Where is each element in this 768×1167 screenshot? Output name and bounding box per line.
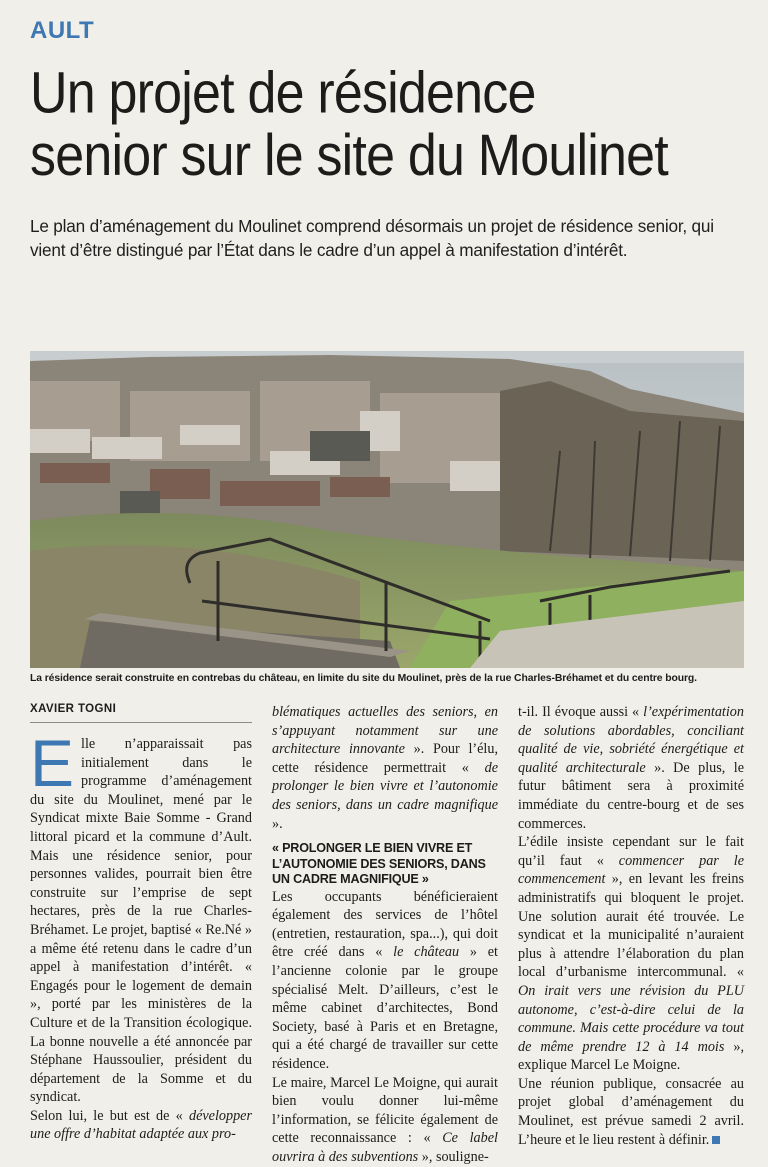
paragraph-text: ». <box>272 815 283 832</box>
paragraph <box>30 726 252 1107</box>
paragraph-text: ». De plus, le futur bâtiment sera à proximité immédiate du centre-bourg et de ses commerces. <box>518 759 745 832</box>
paragraph <box>30 1107 252 1144</box>
quote-text: le château <box>393 944 460 961</box>
article-column-3 <box>518 703 744 1149</box>
quote-text: commencer par le commencement <box>518 852 744 888</box>
end-mark-icon <box>712 1136 720 1144</box>
paragraph-text: lle n’apparaissait pas initialement dans le programme d’aménagement du site du Moulinet, mené par le Syndicat mixte Baie Somme - Grand littoral picard et la commune d’Ault. Mais une résidence senior, pour personnes valides, pourrait bien être construite sur l’emprise de sept hectares, près de la rue Charles-Bréhamet. Le projet, baptisé « Re.Né » a même été retenu dans le cadre d’un appel à manifestation d’intérêt. « Engagés pour le logement de demain », porté par les ministères de la Culture et de la Transition écologique. La bonne nouvelle a été annoncée par Stéphane Haussoulier, président du département de la Somme et du syndicat. <box>30 736 252 1106</box>
quote-text: blématiques actuelles des seniors, en s’appuyant notamment sur une architecture innovante <box>272 704 498 758</box>
quote-text: l’expérimentation de solutions abordables, conciliant qualité de vie, sobriété énergétique et qualité architecturale <box>518 704 744 776</box>
quote-text: Ce label ouvrira à des subventions <box>272 1130 498 1165</box>
paragraph <box>518 1075 744 1149</box>
paragraph-text: », souligne- <box>418 1148 489 1165</box>
headline-line-1: Un projet de résidence <box>30 60 536 126</box>
quote-text: On irait vers une révision du PLU autonome, c’est-à-dire celui de la commune. Mais cette procédure va tout de même prendre 12 à 14 mois <box>518 982 744 1055</box>
paragraph-text: L’édile insiste cependant sur le fait qu’il faut « <box>518 834 744 869</box>
paragraph-text: t-il. Il évoque aussi « <box>518 704 644 720</box>
drop-cap: E <box>30 726 75 800</box>
paragraph <box>518 833 744 1075</box>
paragraph-text: », en levant les freins administratifs qui bloquent le projet. Une solution aurait été trouvée. Le syndicat et la municipalité n’auraient plus à attendre l’élaboration du plan local d’urbanisme intercommunal. « <box>518 871 744 981</box>
paragraph-text: Le maire, Marcel Le Moigne, qui aurait bien voulu donner lui-même l’information, se félicite également de cette reconnaissance : « <box>272 1074 498 1147</box>
article-column-2 <box>272 703 498 1167</box>
article-deck: Le plan d’aménagement du Moulinet comprend désormais un projet de résidence senior, qui vient d’être distingué par l’État dans le cadre d’un appel à manifestation d’intérêt. <box>30 216 714 260</box>
paragraph <box>272 888 498 1074</box>
paragraph <box>272 1074 498 1167</box>
paragraph-text: Selon lui, le but est de « <box>30 1107 189 1124</box>
paragraph <box>518 703 744 833</box>
section-kicker: AULT <box>30 17 95 44</box>
byline: XAVIER TOGNI <box>30 703 117 715</box>
paragraph-text: », explique Marcel Le Moigne. <box>518 1038 744 1074</box>
paragraph-text: Les occupants bénéficieraient également des services de l’hôtel (entretien, restauration, spa...), qui doit être créé dans « <box>272 888 498 961</box>
headline-line-2: senior sur le site du Moulinet <box>30 123 668 189</box>
paragraph <box>272 703 498 833</box>
paragraph-text: Une réunion publique, consacrée au projet global d’aménagement du Moulinet, est prévue samedi 2 avril. L’heure et le lieu restent à définir. <box>518 1075 744 1148</box>
paragraph-text: ». Pour l’élu, cette résidence permettrait « <box>272 741 498 776</box>
village-landscape-photo <box>30 351 744 668</box>
quote-text: de prolonger le bien vivre et l’autonomie des seniors, dans un cadre magnifique <box>272 759 498 813</box>
intertitle: « PROLONGER LE BIEN VIVRE ET L’AUTONOMIE DES SENIORS, DANS UN CADRE MAGNIFIQUE » <box>272 841 486 887</box>
quote-text: développer une offre d’habitat adaptée aux pro- <box>30 1107 252 1143</box>
paragraph-text: » et l’ancienne colonie par le groupe spécialisé Melt. D’ailleurs, c’est le même cabinet d’architectes, Bond Society, basé à Paris et en Bretagne, qui a été chargé de travailler sur cette résidence. <box>272 944 499 1072</box>
article-column-1 <box>30 726 252 1144</box>
headline <box>30 62 750 187</box>
photo-caption: La résidence serait construite en contrebas du château, en limite du site du Moulinet, près de la rue Charles-Bréhamet et du centre bourg. <box>30 673 697 684</box>
byline-rule <box>30 722 252 723</box>
article-photo <box>30 351 744 668</box>
